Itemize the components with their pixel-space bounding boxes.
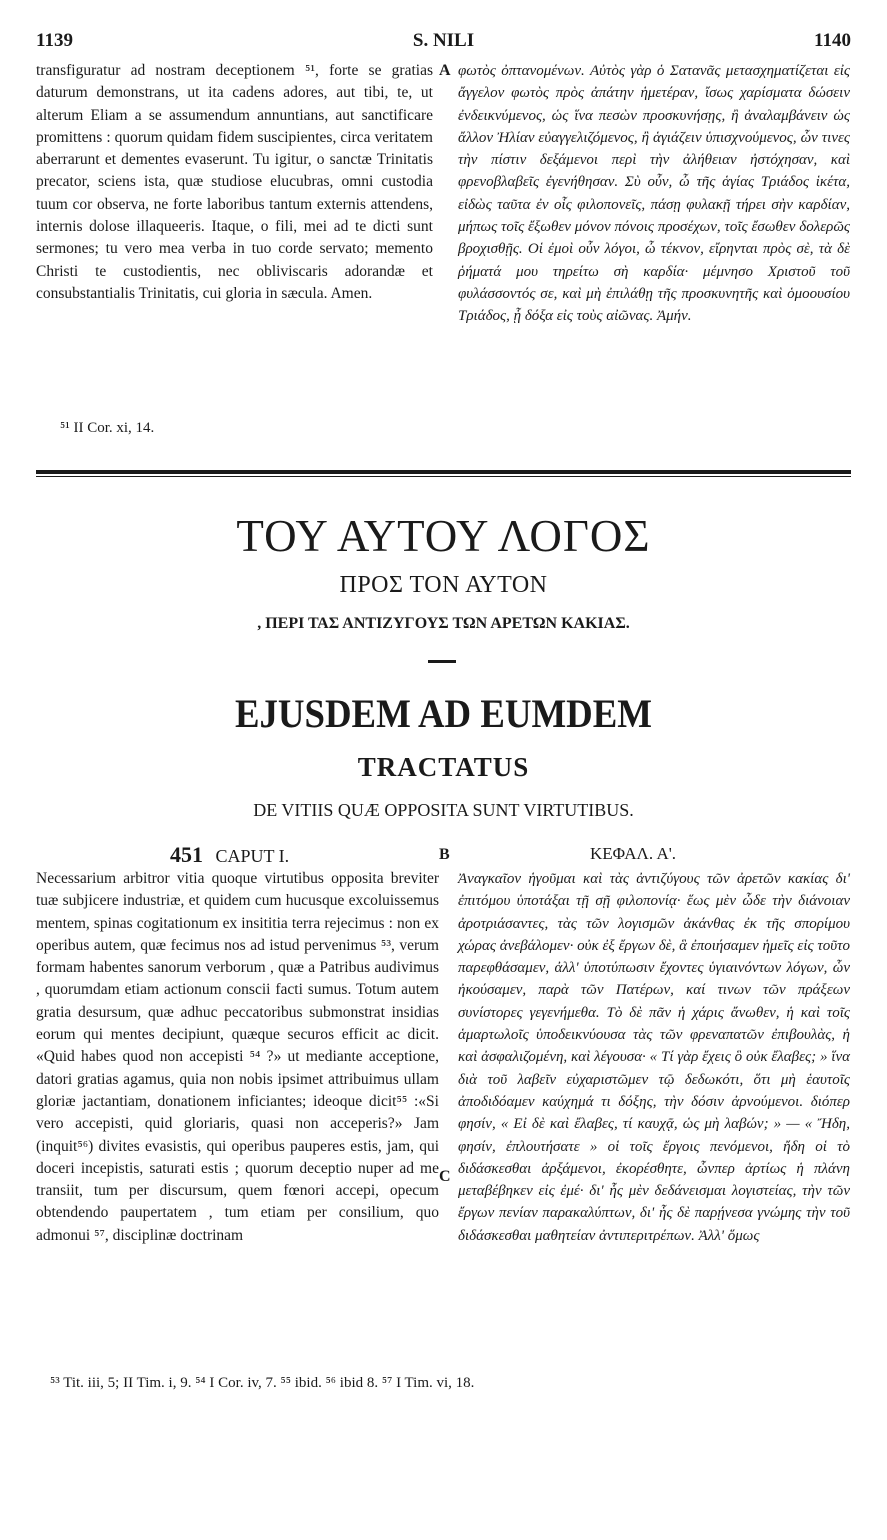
latin-subtitle: TRACTATUS	[357, 752, 530, 782]
greek-subtitle-2: , ΠΕΡΙ ΤΑΣ ΑΝΤΙΖΥΓΟΥΣ ΤΩΝ ΑΡΕΤΩΝ ΚΑΚΙΑΣ.	[257, 615, 630, 632]
column-number: 451	[170, 842, 203, 867]
greek-paragraph: Ἀναγκαῖον ἡγοῦμαι καὶ τὰς ἀντιζύγους τῶν ἀρετῶν κακίας δι' ἐπιτόμου ὑποτάξαι τῇ σῇ φιλοπονίᾳ· ἕως μὲν ὧδε τὴν διάνοιαν ἀροτριάσαντες, τὰς τῶν λογισμῶν ἀκάνθας ἐκ τῆς σπορίμου χώρας ἀνεβάλομεν· οὐκ ἐξ ἔργων δὲ, ἃ ἐποιήσαμεν ἡμεῖς εἰς τοῦτο παρεφθάσαμεν, ἀλλ' ὑποτύπωσιν ἔχοντες ὑγιαινόντων λόγων, ὧν ἠκούσαμεν, παρὰ τῶν Πατέρων, καί τινων τῶν πράξεων συνίστορες γεγενήμεθα. Τὸ δὲ πᾶν ἡ χάρις ἄνωθεν, ἡ καὶ τοῖς ἁμαρτωλοῖς ὑποδεικνύουσα τὰς τῶν φρεναπατῶν ἐπιβουλὰς, ἡ καὶ ἀσφαλιζομένη, καὶ λέγουσα· « Τί γὰρ ἔχεις ὃ οὐκ ἔλαβες; » ἵνα διὰ τοῦ λαβεῖν εὐχαριστῶμεν τῷ δεδωκότι, ὅτι μὴ ἑαυτοῖς ἀποδιδόαμεν καύχημά τι δόξης, τὴν δόσιν ἀρνούμενοι. διόπερ φησίν, « Εἰ δὲ καὶ ἔλαβες, τί καυχᾷ, ὡς μὴ λαβών; » — « Ἤδη, φησίν, ἐπλουτήσατε » οἱ τοῖς ἔργοις πενόμενοι, ἤδη οἱ τὸ διδάσκεσθαι ἀρξάμενοι, ἐκορέσθητε, ὧνπερ ἀρτίως ἡ πλάνη μεταβέβηκεν εἰς ἐμέ· δι' ἧς μὲν δεδάνεισμαι λογιστείας, τὴν τῶν ἔργων πενίαν παρακαλύπτων, δι' ἧς δὲ παρῄνεσα γνώμης τὴν τοῦ διδάσκεσθαι μαθητείαν ἀντιπεριτρέπων. Ἀλλ' ὅμως	[458, 871, 850, 1244]
running-header	[36, 30, 851, 56]
margin-marker-a: A	[439, 62, 451, 79]
title-dash	[428, 660, 456, 663]
latin-subtitle-2: DE VITIIS QUÆ OPPOSITA SUNT VIRTUTIBUS.	[253, 800, 634, 820]
latin-title: EJUSDEM AD EUMDEM	[234, 691, 653, 736]
chapter-heading-latin	[170, 842, 289, 868]
running-title: S. NILI	[412, 30, 475, 51]
page-number-right: 1140	[814, 30, 851, 51]
caput-label: CAPUT I.	[215, 846, 290, 866]
greek-column-top	[458, 60, 850, 328]
greek-column-bottom	[458, 868, 850, 1247]
margin-marker-c: C	[439, 1168, 451, 1185]
margin-marker-b: B	[439, 846, 450, 863]
section-divider	[36, 470, 851, 474]
greek-title: ΤΟΥ ΑΥΤΟΥ ΛΟΓΟΣ	[236, 511, 651, 561]
page-number-left: 1139	[36, 30, 73, 51]
latin-column-top	[36, 60, 433, 305]
latin-column-bottom	[36, 868, 439, 1247]
latin-paragraph: Necessarium arbitror vitia quoque virtutibus opposita breviter tuæ subjicere industriæ, et quidem cum hucusque excoluissemus mentem, spinas cogitationum ex insititia terra rejecimus : non ex operibus autem, quæ fecimus nos ad istud pervenimus ⁵³, verum formam habentes sanorum verborum , quæ a Patribus audivimus , quorumdam etiam actionum conscii facti sumus. Totum autem gratia desursum, quæ adhuc peccatoribus submonstrat insidias eorum qui mentes decipiunt, quæque securos efficit ac dicit. «Quid habes quod non accepisti ⁵⁴ ?» ut mediante acceptione, datori gratias agamus, quia non nobis ipsimet attribuimus ullam gloriæ jactantiam, donationem inficiantes; ideoque dicit⁵⁵ :«Si vero accepisti, quid gloriaris, quasi non acceperis?» Jam (inquit⁵⁶) divites evasistis, qui operibus pauperes estis, jam, qui doceri incepistis, saturati estis ; quorum deceptio nuper ad me transiit, tum per discursum, quem fœnori accepi, opecum obtendendo paupertatem , tum etiam per consilium, quo admonui ⁵⁷, disciplinæ doctrinam	[36, 870, 439, 1244]
footnote-top: ⁵¹ II Cor. xi, 14.	[60, 420, 155, 436]
greek-subtitle: ΠΡΟΣ ΤΟΝ ΑΥΤΟΝ	[339, 572, 548, 598]
chapter-heading-greek: ΚΕΦΑΛ. Α'.	[590, 844, 677, 863]
footnotes-bottom: ⁵³ Tit. iii, 5; II Tim. i, 9. ⁵⁴ I Cor. iv, 7. ⁵⁵ ibid. ⁵⁶ ibid 8. ⁵⁷ I Tim. vi, 18.	[50, 1375, 475, 1391]
greek-paragraph: φωτὸς ὀπτανομένων. Αὐτὸς γὰρ ὁ Σατανᾶς μετασχηματίζεται εἰς ἄγγελον φωτὸς πρὸς ἀπάτην ἡμετέραν, ἴσως χαρίσματα δώσειν ἐνδεικνύμενος, ὡς ἵνα πεσὼν προσκυνήσῃς, ἢ ἀναλαμβάνειν ὡς ἄλλον Ἠλίαν εὐαγγελιζόμενος, ἢ ἁγιάζειν ὑπισχνούμενος, ὧν τινες τὴν πίστιν δεξάμενοι περὶ τὴν ἀλήθειαν ἠστόχησαν, καὶ φρενοβλαβεῖς ἐγενήθησαν. Σὺ οὖν, ὦ τῆς ἁγίας Τριάδος ἱκέτα, εἰδὼς ταῦτα ἐν οἷς φιλοπονεῖς, πάσῃ φυλακῇ τήρει σὴν καρδίαν, μήπως τοῖς ἔξωθεν μόνον πόνοις προσέχων, τοῖς ἔσωθεν δολερῶς βροχισθῇς. Οἱ ἐμοὶ οὖν λόγοι, ὦ τέκνον, εἴρηνται πρὸς σὲ, τὰ δὲ ῥήματά μου τηρείτω σὴ καρδία· μέμνησο Χριστοῦ τοῦ φυλάσσοντός σε, καὶ μὴ ἐπιλάθῃ τῆς προσκυνητῆς καὶ ὁμοουσίου Τριάδος, ᾗ δόξα εἰς τοὺς αἰῶνας. Ἀμήν.	[458, 63, 850, 325]
section-divider-thin	[36, 476, 851, 477]
latin-paragraph: transfiguratur ad nostram deceptionem ⁵¹, forte se gratias daturum demonstrans, ut ita cadens adores, aut tibi, te, ut alterum Eliam a se assumendum annuntians, aut sanctificare promittens : quorum quidam fidem suscipientes, circa veritatem aberrarunt et dementes evaserunt. Tu igitur, o sanctæ Trinitatis precator, sciens ista, quæ studiose elucubras, omni custodia tuum cor observa, ne forte laboribus tantum externis attendens, internis dolose illaqueeris. Itaque, o fili, mei ad te dicti sunt sermones; tu vero mea verba in tuo corde servato; memento Christi te custodientis, nec obliviscaris adorandæ et consubstantialis Trinitatis, cui gloria in sæcula. Amen.	[36, 62, 433, 302]
